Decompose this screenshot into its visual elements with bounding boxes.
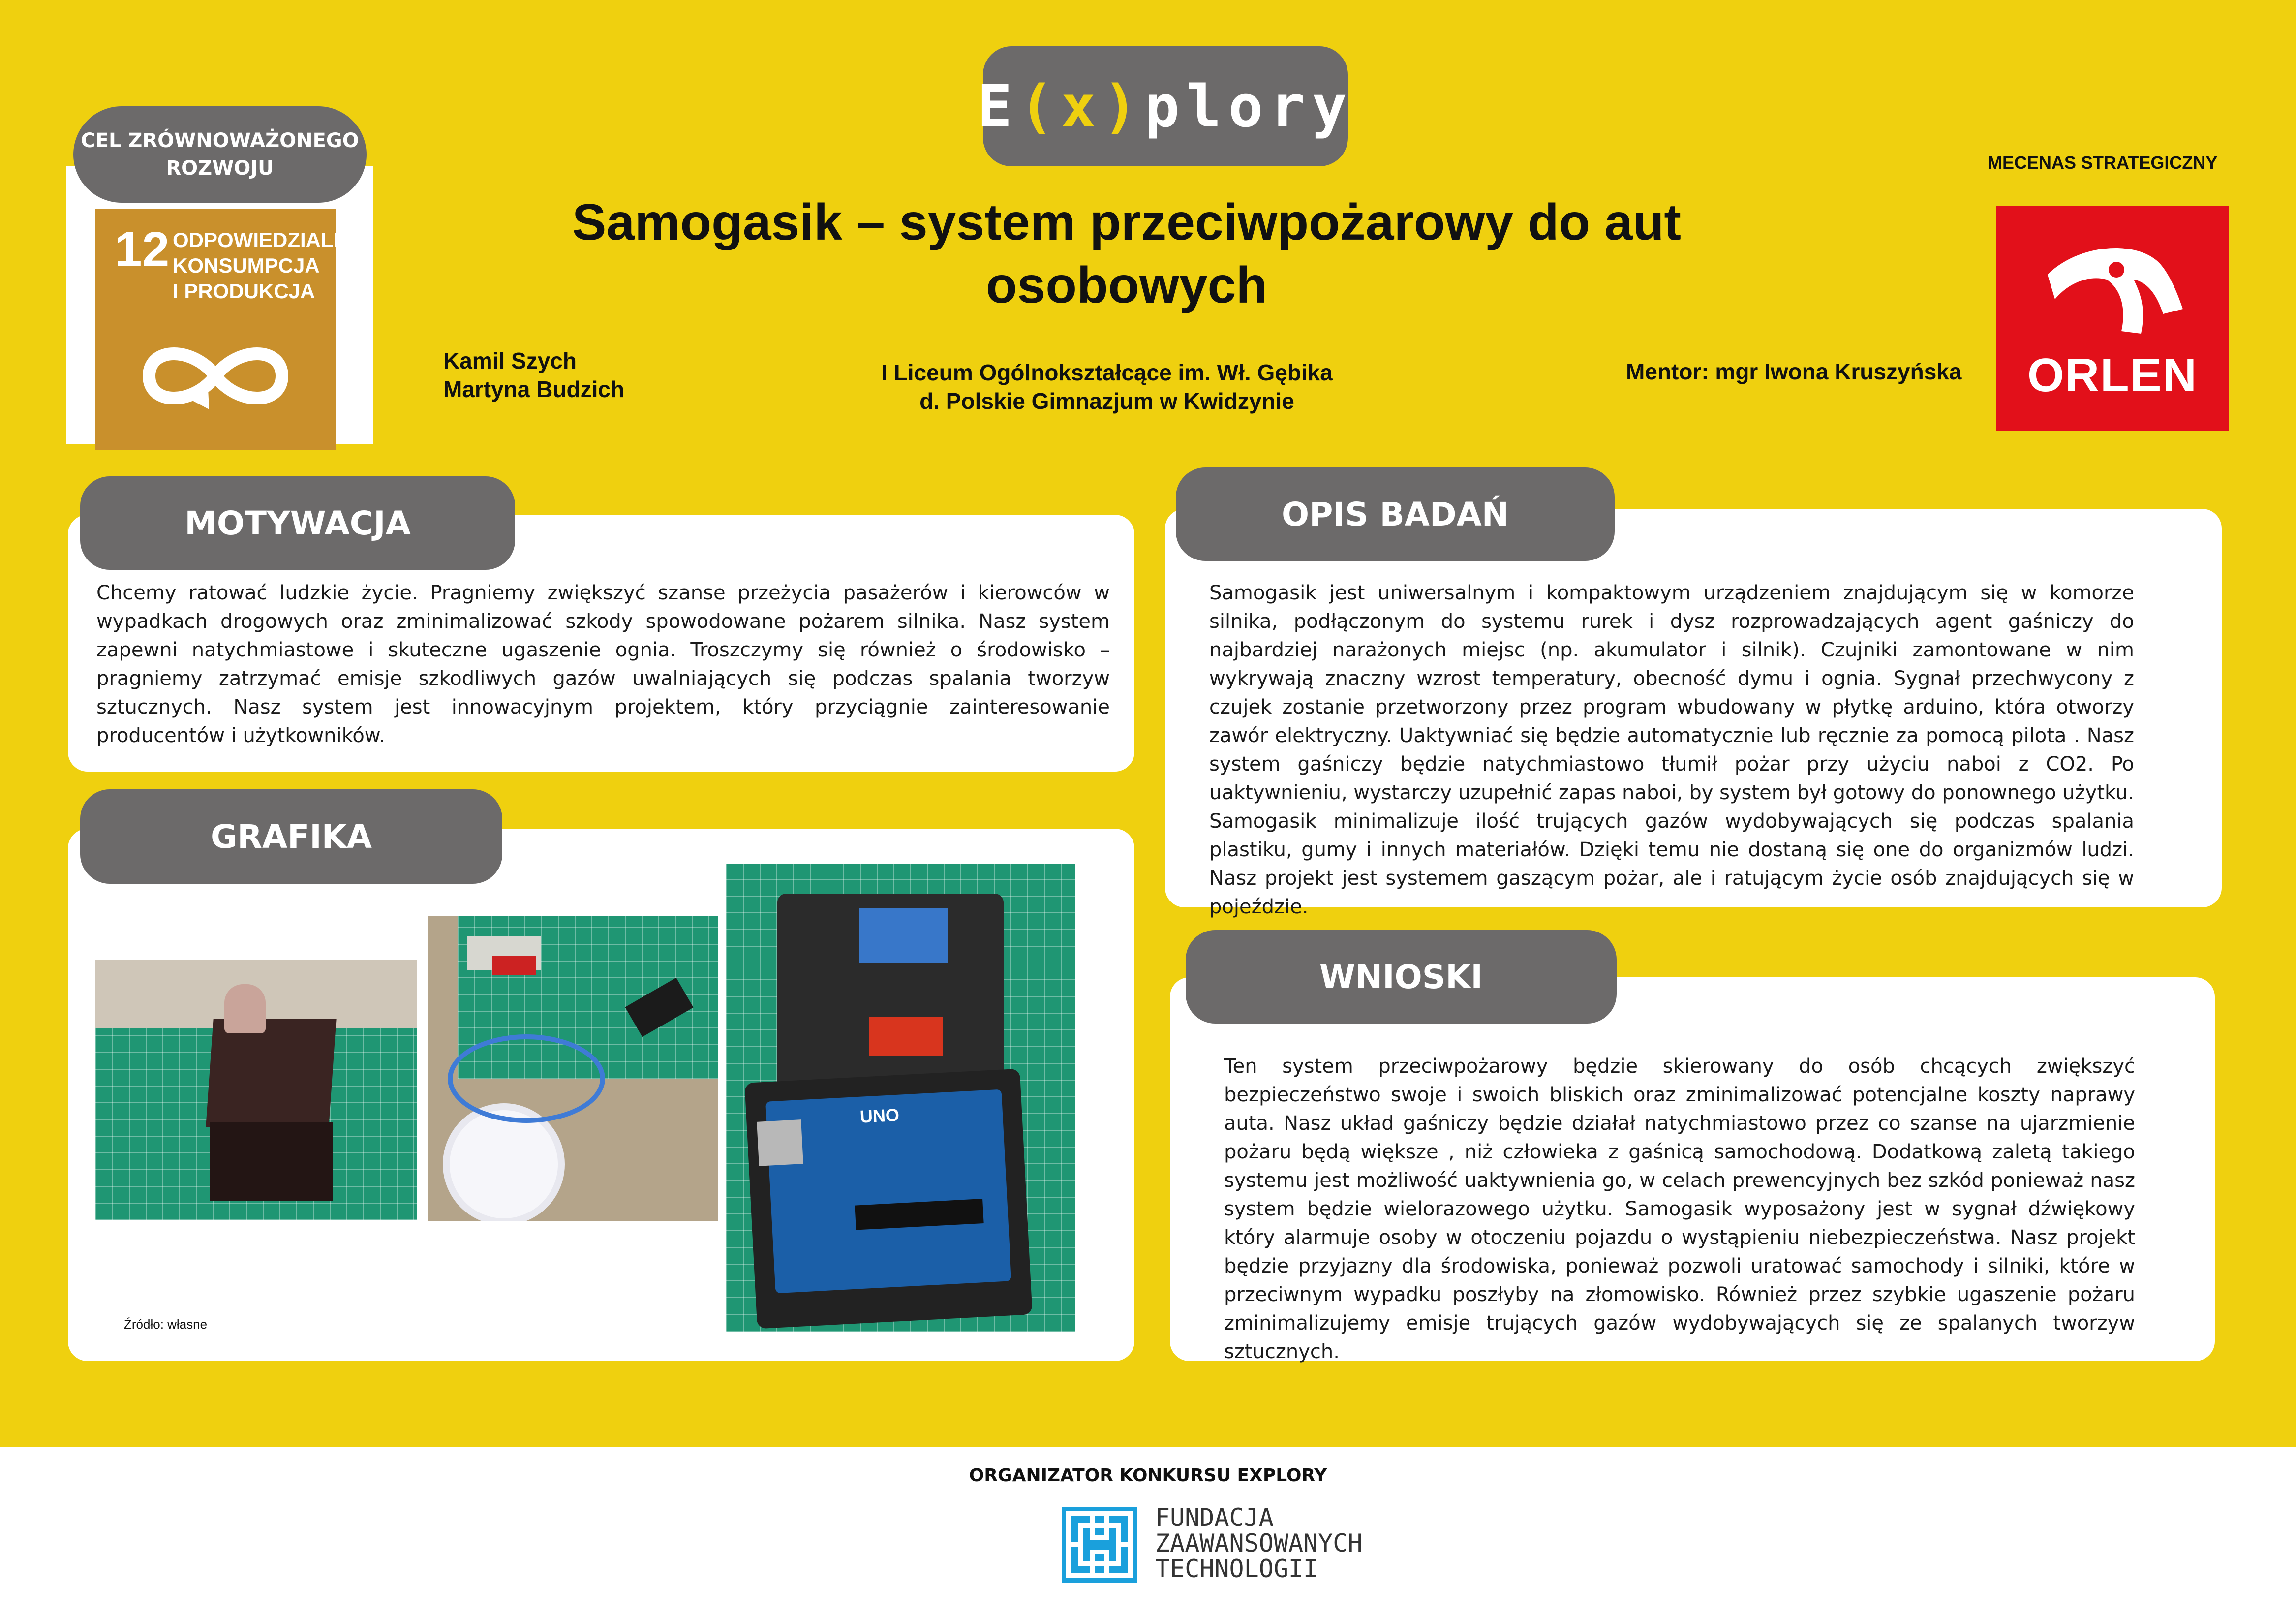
foundation-line-1: FUNDACJA <box>1155 1503 1274 1532</box>
page-title: Samogasik – system przeciwpożarowy do aut osobowych <box>572 194 1682 314</box>
photo-device-box <box>95 960 417 1220</box>
usb-port <box>757 1119 803 1166</box>
photo-prototype-setup <box>428 916 718 1221</box>
sponsor-label: MECENAS STRATEGICZNY <box>1988 153 2218 173</box>
author-1: Kamil Szych <box>443 348 577 373</box>
arduino-board <box>765 1089 1011 1294</box>
wnioski-text: Ten system przeciwpożarowy będzie skierowany do osób chcących zwiększyć bezpieczeństwo swoje i swoich bliskich oraz zminimalizować potencjalne koszty naprawy auta. Nasz układ gaśniczy będzie działał natychmiastowo przez co szanse na ujarzmienie pożaru będą większe , niż człowieka z gaśnicą samochodową. Dodatkową zaletą takiego systemu jest możliwość uaktywnienia go, w celach prewencyjnych bez szkód ponieważ nasz system będzie wielorazowego użytku. Samogasik wyposażony jest w sygnał dźwiękowy który alarmuje osoby w otoczeniu pojazdu o wystąpieniu niebezpieczeństwa. Nasz projekt będzie przyjazny dla środowiska, ponieważ pozwoli uratować samochody i silniki, które w przeciwnym wypadku poszłyby na złomowisko. Również przez szybkie ugaszenie pożaru zminimalizujemy emisje trujących gazów wydobywających się ze spalanych tworzyw sztucznych. <box>1224 1055 2135 1363</box>
foundation-line-2: ZAAWANSOWANYCH <box>1155 1529 1363 1557</box>
sdg-12-tile <box>95 209 363 450</box>
fzt-maze-icon <box>1062 1507 1137 1583</box>
sdg-number: 12 <box>115 222 170 277</box>
brand-prefix: E <box>977 72 1019 140</box>
school <box>836 358 1378 415</box>
motywacja-text: Chcemy ratować ludzkie życie. Pragniemy zwiększyć szanse przeżycia pasażerów i kierowców w wypadkach drogowych oraz zminimalizować szkody spowodowane pożarem silnika. Nasz system zapewni natychmiastowe i skuteczne ugaszenie ognia. Troszczymy się również o środowisko – pragniemy zatrzymać emisje szkodliwych gazów uwalniających się podczas spalania tworzyw sztucznych. Nasz system jest innowacyjnym projektem, który przyciągnie zainteresowanie producentów i użytkowników. <box>96 582 1110 747</box>
mentor: Mentor: mgr Iwona Kruszyńska <box>1626 359 1962 384</box>
image-source: Źródło: własne <box>124 1317 208 1332</box>
explory-logo <box>977 46 1354 166</box>
grafika-heading: GRAFIKA <box>80 789 502 884</box>
school-line-1: I Liceum Ogólnokształcące im. Wł. Gębika <box>881 360 1333 385</box>
smoke-sensor <box>224 984 266 1033</box>
brand-paren: (x) <box>1019 72 1145 140</box>
infinity-icon <box>134 327 297 425</box>
brand-suffix: plory <box>1144 72 1354 140</box>
wnioski-heading: WNIOSKI <box>1186 930 1617 1024</box>
temp-sensor-module <box>869 1017 943 1056</box>
blue-tube <box>448 1034 605 1123</box>
sdg-title: ODPOWIEDZIALNA KONSUMPCJA I PRODUKCJA <box>173 228 363 303</box>
orlen-logo <box>1996 206 2229 431</box>
device-box-top <box>206 1019 336 1127</box>
school-line-2: d. Polskie Gimnazjum w Kwidzynie <box>919 388 1294 414</box>
sponsor-name: ORLEN <box>2027 349 2198 402</box>
sdg-label: CEL ZRÓWNOWAŻONEGO ROZWOJU <box>73 106 367 203</box>
arduino-chip <box>855 1199 983 1230</box>
foundation-name <box>1155 1505 1362 1582</box>
orlen-eagle-icon <box>2043 240 2185 339</box>
module-red <box>492 956 536 975</box>
opis-heading: OPIS BADAŃ <box>1176 467 1615 561</box>
opis-text: Samogasik jest uniwersalnym i kompaktowym urządzeniem znajdującym się w komorze silnika, podłączonym do systemu rurek i dysz rozprowadzających agent gaśniczy do najbardziej narażonych miejsc (np. akumulator i silnik). Czujniki zamontowane w nim wykrywają znaczny wzrost temperatury, obecność dymu i ognia. Sygnał przechwycony z czujek zostanie przetworzony przez program wbudowany w płytkę arduino, która otworzy zawór elektryczny. Uaktywniać się będzie automatycznie lub ręcznie za pomocą pilota . Nasz system gaśniczy będzie natychmiastowo tłumił pożar przy użyciu naboi z CO2. Po uaktywnieniu, wystarczy uzupełnić zapas naboi, by system był gotowy do ponownego użytku. Samogasik minimalizuje ilość trujących gazów wydobywających się podczas spalania plastiku, gumy i innych materiałów. Dzięki temu nie dostaną się one do organizmów ludzi. Nasz projekt jest systemem gaszącym pożar, ale i ratującym życie osób znajdujących się w pojeździe. <box>1209 582 2134 918</box>
authors <box>443 346 624 404</box>
foundation-line-3: TECHNOLOGII <box>1155 1554 1318 1583</box>
photo-arduino-case <box>726 864 1075 1332</box>
motywacja-heading: MOTYWACJA <box>80 476 515 570</box>
device-box-front <box>210 1122 333 1201</box>
flame-sensor-module <box>859 908 948 963</box>
author-2: Martyna Budzich <box>443 376 625 402</box>
organizer-label: ORGANIZATOR KONKURSU EXPLORY <box>969 1465 1327 1486</box>
arduino-label: UNO <box>859 1104 900 1127</box>
